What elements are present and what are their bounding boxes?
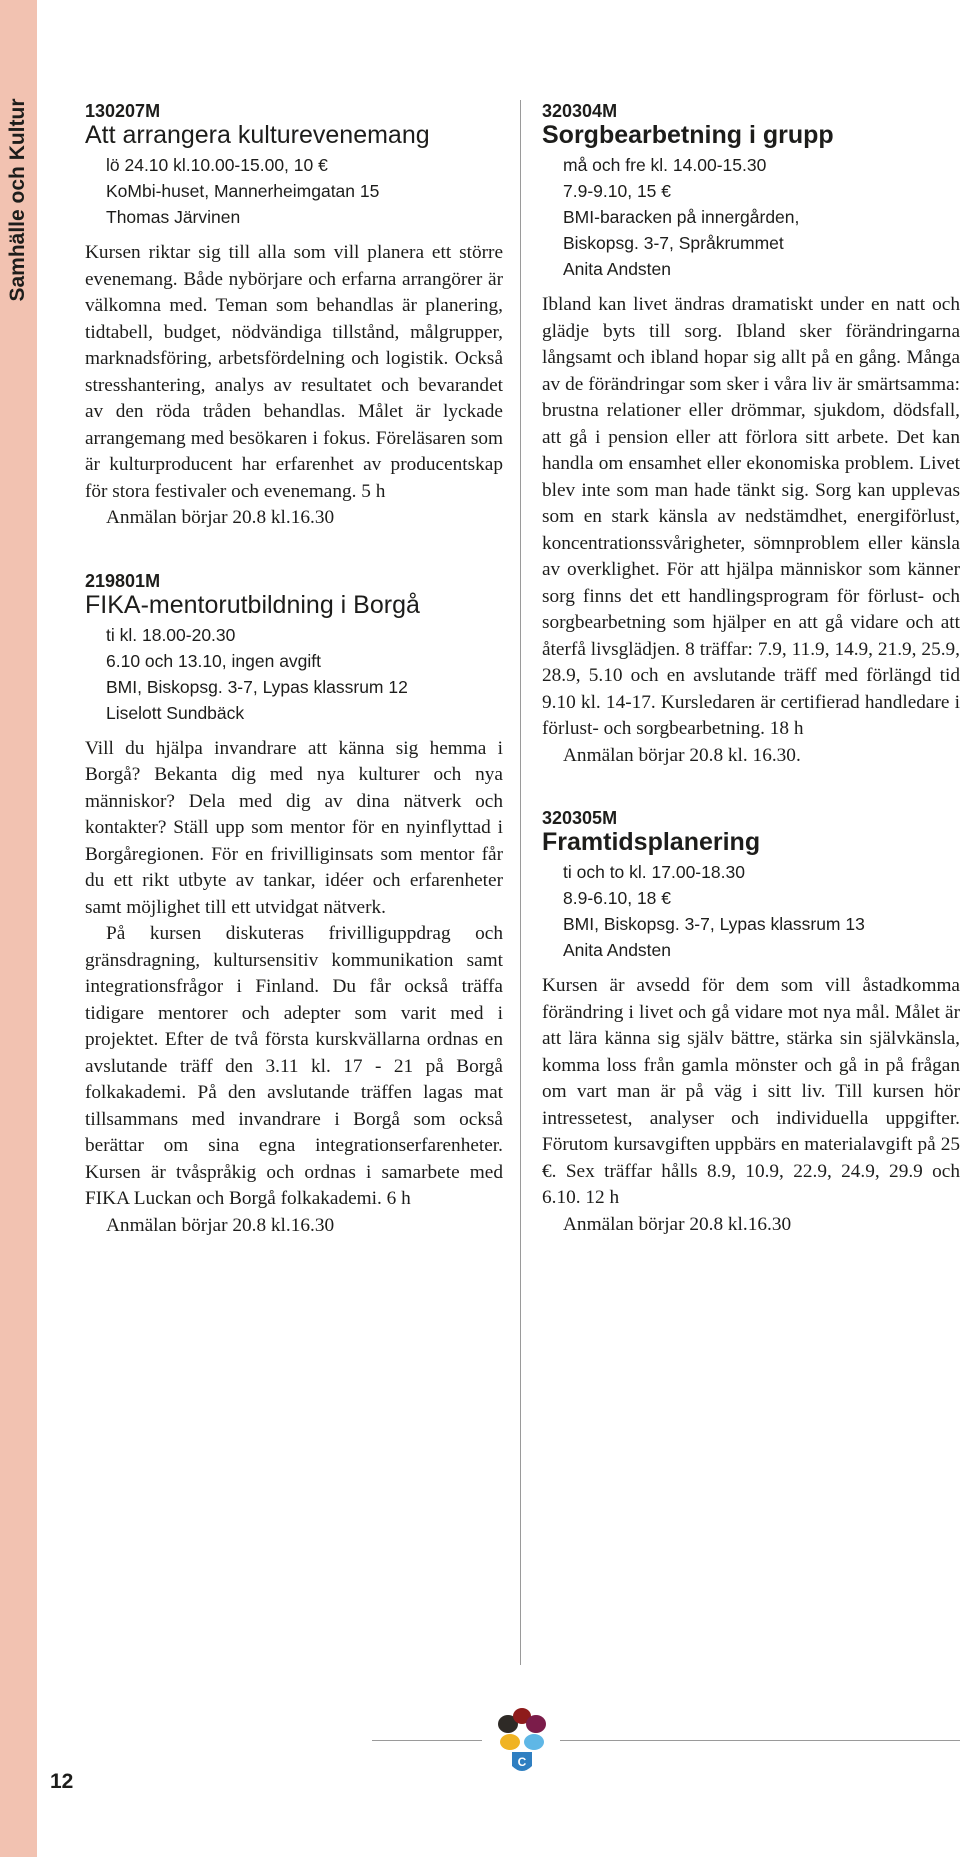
course-entry xyxy=(85,570,503,1240)
course-location: KoMbi-huset, Mannerheimgatan 15 xyxy=(106,181,380,201)
description-paragraph: Vill du hjälpa invandrare att känna sig hemma i Borgå? Bekanta dig med nya kulturer och nya människor? Dela med dig av dina nätverk och kontakter? Ställ upp som mentor för en nyinflyttad i Borgåregionen. För en frivilliginsats som mentor får du ett rikt utbyte av tankar, idéer och erfarenheter samt möjlighet till ett utvidgat nätverk. xyxy=(85,737,503,918)
course-schedule: ti och to kl. 17.00-18.30 xyxy=(563,862,745,882)
course-entry xyxy=(542,100,960,769)
description-paragraph: Kursen riktar sig till alla som vill planera ett större evenemang. Både nybörjare och erfarna arrangörer är välkomna med. Teman som behandlas är planering, tidtabell, budget, nödvändiga tillstånd, målgrupper, marknadsföring, arbetsfördelning och logistik. Också stresshantering, analys av resultatet och bevarandet av den röda tråden behandlas. Målet är lyckade arrangemang med besökaren i fokus. Föreläsaren som är kulturproducent har erfarenhet av producentskap för stora festivaler och evenemang. 5 h xyxy=(85,242,503,502)
course-teacher: Anita Andsten xyxy=(563,259,671,279)
course-code: 130207M xyxy=(85,101,161,121)
course-schedule: må och fre kl. 14.00-15.30 xyxy=(563,155,767,175)
footer-rule-right xyxy=(560,1740,960,1741)
course-entry xyxy=(542,807,960,1238)
course-code: 320304M xyxy=(542,101,618,121)
left-column xyxy=(85,100,503,1277)
course-description xyxy=(85,240,503,505)
course-signup: Anmälan börjar 20.8 kl.16.30 xyxy=(106,1214,335,1236)
course-description xyxy=(542,292,960,743)
course-location: BMI, Biskopsg. 3-7, Lypas klassrum 13 xyxy=(563,914,865,934)
course-schedule: lö 24.10 kl.10.00-15.00, 10 € xyxy=(106,155,328,175)
course-meta xyxy=(542,152,960,282)
footer-rule-left xyxy=(372,1740,482,1741)
description-paragraph: Ibland kan livet ändras dramatiskt under en natt och glädje byts till sorg. Ibland sker förändringarna långsamt och ibland hopar sig allt på en gång. Många av de förändringar som sker i våra liv är smärtsamma: brustna relationer eller drömmar, sjukdom, dödsfall, att gå i pension eller att förlora sitt arbete. Det kan handla om ensamhet eller ekonomiska problem. Livet blev inte som man hade tänkt sig. Sorg kan upplevas som en stark känsla av nedstämdhet, energiförlust, koncentrationssvårigheter, sömnproblem eller känsla av overklighet. För att hjälpa människor som känner sorg finns det ett handlingsprogram för förlust- och sorgbearbetning som hjälper en att gå vidare och att återfå livsglädjen. 8 träffar: 7.9, 11.9, 14.9, 21.9, 25.9, 28.9, 5.10 och en avslutande träff med förlängd tid 9.10 kl. 14-17. Kursledaren är certifierad handledare i förlust- och sorgbearbetning. 18 h xyxy=(542,294,960,739)
course-code: 320305M xyxy=(542,808,618,828)
course-description xyxy=(85,736,503,1213)
course-title: Framtidsplanering xyxy=(542,828,761,856)
course-schedule: ti kl. 18.00-20.30 xyxy=(106,624,236,645)
course-dates: 6.10 och 13.10, ingen avgift xyxy=(106,650,322,671)
course-signup: Anmälan börjar 20.8 kl.16.30 xyxy=(563,1213,792,1235)
svg-text:C: C xyxy=(517,1755,527,1769)
course-meta xyxy=(542,859,960,963)
institute-logo-icon xyxy=(490,1702,554,1782)
course-teacher: Thomas Järvinen xyxy=(106,207,241,227)
course-dates: 8.9-6.10, 18 € xyxy=(563,888,671,908)
column-divider xyxy=(520,100,521,1665)
page-number: 12 xyxy=(50,1770,74,1793)
description-paragraph: På kursen diskuteras frivilliguppdrag och gränsdragning, kultursensitiv kommunikation samt integrationsfrågor i Finland. Du får också träffa tidigare mentorer och adepter som varit med i projektet. Efter de två första kurskvällarna ordnas en avslutande träff den 3.11 kl. 17 - 21 på Borgå folkakademi. På den avslutande träffen lagas mat tillsammans med invandrare i Borgå som också berättar om sina egna integrationserfarenheter. Kursen är tvåspråkig och ordnas i samarbete med FIKA Luckan och Borgå folkakademi. 6 h xyxy=(85,923,503,1209)
course-dates: 7.9-9.10, 15 € xyxy=(563,181,671,201)
course-title: Sorgbearbetning i grupp xyxy=(542,121,834,149)
section-label: Samhälle och Kultur xyxy=(6,98,29,302)
course-meta xyxy=(85,622,503,726)
course-title: FIKA-mentorutbildning i Borgå xyxy=(85,590,420,619)
course-title: Att arrangera kulturevenemang xyxy=(85,121,430,149)
course-signup: Anmälan börjar 20.8 kl. 16.30. xyxy=(563,744,801,766)
course-description xyxy=(542,973,960,1212)
course-room: Biskopsg. 3-7, Språkrummet xyxy=(563,233,784,253)
course-location: BMI-baracken på innergården, xyxy=(563,207,800,227)
course-teacher: Anita Andsten xyxy=(563,940,671,960)
course-entry xyxy=(85,100,503,532)
course-location: BMI, Biskopsg. 3-7, Lypas klassrum 12 xyxy=(106,676,408,697)
course-code: 219801M xyxy=(85,570,161,591)
course-teacher: Liselott Sundbäck xyxy=(106,702,245,723)
course-meta xyxy=(85,152,503,230)
section-sidebar xyxy=(0,0,37,1857)
right-column xyxy=(542,100,960,1276)
description-paragraph: Kursen är avsedd för dem som vill åstadkomma förändring i livet och gå vidare mot nya mål. Målet är att lära känna sig själv bättre, stärka sin självkänsla, komma loss från gamla mönster och gå in på frågan om vart man är på väg i sitt liv. Till kursen hör intressetest, analyser och individuella uppgifter. Förutom kursavgiften uppbärs en materialavgift på 25 €. Sex träffar hålls 8.9, 10.9, 22.9, 24.9, 29.9 och 6.10. 12 h xyxy=(542,975,960,1208)
course-signup: Anmälan börjar 20.8 kl.16.30 xyxy=(106,507,335,528)
